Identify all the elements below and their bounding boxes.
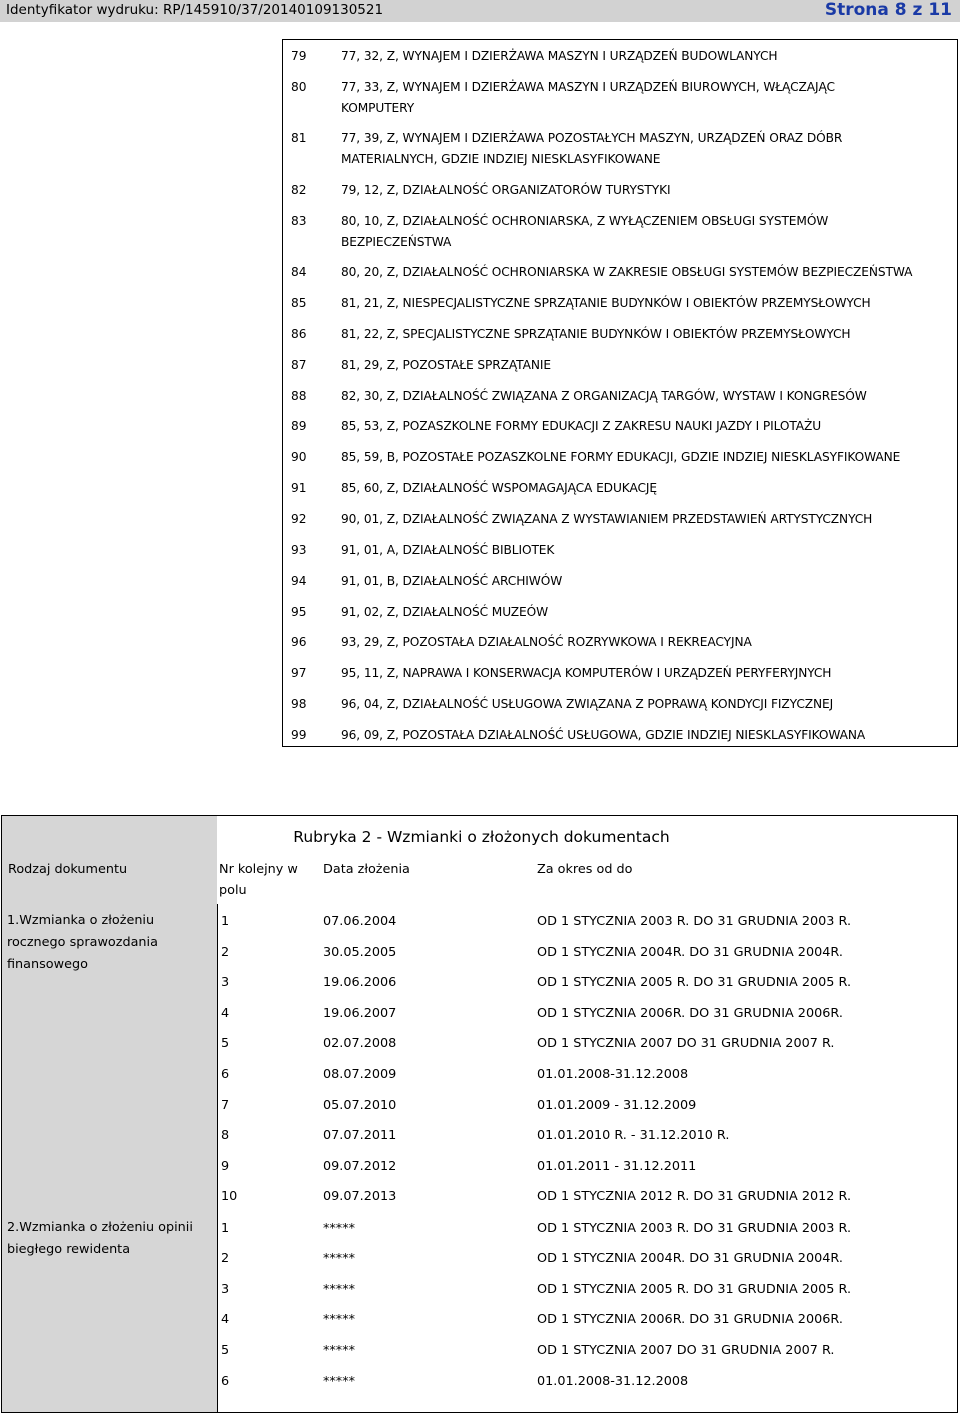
pkd-row-number: 81 — [291, 131, 307, 146]
reporting-period: OD 1 STYCZNIA 2003 R. DO 31 GRUDNIA 2003 R. — [537, 914, 852, 929]
pkd-row-number: 98 — [291, 697, 307, 712]
pkd-row-description — [341, 478, 955, 499]
header-period: Za okres od do — [537, 862, 633, 877]
pkd-row-number: 89 — [291, 419, 307, 434]
entry-number: 6 — [221, 1373, 230, 1389]
pkd-row-number: 82 — [291, 182, 307, 197]
pkd-row-description-line: 85, 59, B, POZOSTAŁE POZASZKOLNE FORMY EDUKACJI, GDZIE INDZIEJ NIESKLASYFIKOWANE — [341, 450, 901, 465]
pkd-row-description-line: 91, 01, B, DZIAŁALNOŚĆ ARCHIWÓW — [341, 573, 563, 588]
pkd-row-description — [341, 293, 955, 314]
pkd-row-number: 97 — [291, 666, 307, 681]
filing-date: ***** — [323, 1373, 355, 1389]
pkd-row-number: 80 — [291, 79, 307, 94]
pkd-row-description — [341, 324, 955, 345]
pkd-row-number: 79 — [291, 49, 307, 63]
pkd-row-description-line: 85, 60, Z, DZIAŁALNOŚĆ WSPOMAGAJĄCA EDUKACJĘ — [341, 481, 657, 496]
pkd-row-number: 93 — [291, 542, 307, 557]
document-type-label — [7, 1217, 193, 1261]
filing-date: 05.07.2010 — [323, 1097, 397, 1113]
pkd-row-description-line: 91, 02, Z, DZIAŁALNOŚĆ MUZEÓW — [341, 604, 549, 619]
pkd-row-number: 87 — [291, 357, 307, 372]
pkd-row-description-line: 77, 32, Z, WYNAJEM I DZIERŻAWA MASZYN I URZĄDZEŃ BUDOWLANYCH — [341, 49, 778, 63]
pkd-row-description — [341, 694, 955, 715]
document-type-label-line: 2.Wzmianka o złożeniu opinii — [7, 1219, 193, 1235]
pkd-row-description-line: 80, 10, Z, DZIAŁALNOŚĆ OCHRONIARSKA, Z WYŁĄCZENIEM OBSŁUGI SYSTEMÓW — [341, 213, 829, 228]
pkd-row-number: 83 — [291, 213, 307, 228]
document-type-label-line: biegłego rewidenta — [7, 1241, 131, 1257]
filing-date: 19.06.2007 — [323, 1005, 397, 1021]
document-type-column — [2, 816, 217, 1412]
pkd-row-description-line: 91, 01, A, DZIAŁALNOŚĆ BIBLIOTEK — [341, 542, 555, 557]
filing-date: 19.06.2006 — [323, 975, 397, 991]
reporting-period: OD 1 STYCZNIA 2004R. DO 31 GRUDNIA 2004R. — [537, 1251, 843, 1267]
pkd-row-description-line: 77, 39, Z, WYNAJEM I DZIERŻAWA POZOSTAŁYCH MASZYN, URZĄDZEŃ ORAZ DÓBR — [341, 131, 843, 146]
entry-number: 8 — [221, 1128, 230, 1144]
reporting-period: 01.01.2008-31.12.2008 — [537, 1067, 689, 1082]
entry-number: 2 — [221, 1251, 230, 1267]
column-divider — [217, 904, 218, 1412]
pkd-row-description-line: 80, 20, Z, DZIAŁALNOŚĆ OCHRONIARSKA W ZAKRESIE OBSŁUGI SYSTEMÓW BEZPIECZEŃSTWA — [341, 265, 913, 280]
reporting-period: 01.01.2011 - 31.12.2011 — [537, 1158, 697, 1174]
pkd-row-description — [341, 355, 955, 376]
filing-date: ***** — [323, 1220, 355, 1236]
pkd-row-description-line: 81, 21, Z, NIESPECJALISTYCZNE SPRZĄTANIE BUDYNKÓW I OBIEKTÓW PRZEMYSŁOWYCH — [341, 296, 871, 311]
pkd-row-description-line: 81, 29, Z, POZOSTAŁE SPRZĄTANIE — [341, 357, 551, 372]
pkd-row-number: 91 — [291, 481, 307, 496]
pkd-row-description — [341, 725, 955, 746]
document-type-label — [7, 910, 158, 976]
reporting-period: 01.01.2010 R. - 31.12.2010 R. — [537, 1128, 730, 1144]
header-document-type: Rodzaj dokumentu — [8, 862, 128, 877]
pkd-row-number: 94 — [291, 573, 307, 588]
pkd-row-description — [341, 46, 955, 67]
reporting-period: OD 1 STYCZNIA 2003 R. DO 31 GRUDNIA 2003 R. — [537, 1220, 852, 1236]
pkd-row-number: 88 — [291, 388, 307, 403]
pkd-row-description — [341, 77, 955, 119]
filing-date: 07.06.2004 — [323, 914, 397, 929]
pkd-row-description-line: 79, 12, Z, DZIAŁALNOŚĆ ORGANIZATORÓW TURYSTYKI — [341, 182, 671, 197]
filing-date: 08.07.2009 — [323, 1067, 397, 1082]
print-identifier: Identyfikator wydruku: RP/145910/37/20140109130521 — [6, 2, 384, 18]
header-entry-number: Nr kolejny w polu — [219, 862, 298, 898]
filing-date: 30.05.2005 — [323, 944, 397, 960]
pkd-row-description — [341, 386, 955, 407]
reporting-period: OD 1 STYCZNIA 2007 DO 31 GRUDNIA 2007 R. — [537, 1342, 835, 1358]
pkd-row-description-line: MATERIALNYCH, GDZIE INDZIEJ NIESKLASYFIKOWANE — [341, 152, 661, 167]
document-type-label-line: 1.Wzmianka o złożeniu — [7, 913, 155, 928]
pkd-row-number: 86 — [291, 326, 307, 341]
pkd-row-description — [341, 416, 955, 437]
pkd-row-description-line: 93, 29, Z, POZOSTAŁA DZIAŁALNOŚĆ ROZRYWKOWA I REKREACYJNA — [341, 635, 752, 650]
print-header — [0, 0, 960, 22]
reporting-period: OD 1 STYCZNIA 2005 R. DO 31 GRUDNIA 2005 R. — [537, 1281, 852, 1297]
filing-date: 02.07.2008 — [323, 1036, 397, 1052]
rubryka-2-table — [1, 815, 958, 1413]
pkd-row-description-line: 77, 33, Z, WYNAJEM I DZIERŻAWA MASZYN I URZĄDZEŃ BIUROWYCH, WŁĄCZAJĄC — [341, 79, 835, 94]
reporting-period: OD 1 STYCZNIA 2006R. DO 31 GRUDNIA 2006R. — [537, 1005, 843, 1021]
pkd-row-description — [341, 211, 955, 253]
entry-number: 6 — [221, 1067, 230, 1082]
document-type-label-line: finansowego — [7, 957, 88, 972]
pkd-row-description-line: 96, 04, Z, DZIAŁALNOŚĆ USŁUGOWA ZWIĄZANA Z POPRAWĄ KONDYCJI FIZYCZNEJ — [341, 697, 834, 712]
pkd-row-number: 96 — [291, 635, 307, 650]
entry-number: 3 — [221, 1281, 230, 1297]
pkd-row-description-line: 95, 11, Z, NAPRAWA I KONSERWACJA KOMPUTERÓW I URZĄDZEŃ PERYFERYJNYCH — [341, 666, 832, 681]
document-type-label-line: rocznego sprawozdania — [7, 935, 158, 950]
pkd-row-number: 84 — [291, 265, 307, 280]
entry-number: 10 — [221, 1189, 238, 1205]
filing-date: ***** — [323, 1342, 355, 1358]
entry-number: 7 — [221, 1097, 230, 1113]
reporting-period: OD 1 STYCZNIA 2012 R. DO 31 GRUDNIA 2012 R. — [537, 1189, 852, 1205]
pkd-row-description — [341, 602, 955, 623]
pkd-row-description — [341, 509, 955, 530]
pkd-row-description — [341, 632, 955, 653]
pkd-row-description-line: KOMPUTERY — [341, 100, 415, 115]
pkd-row-description-line: BEZPIECZEŃSTWA — [341, 234, 452, 249]
entry-number: 1 — [221, 914, 230, 929]
pkd-row-number: 85 — [291, 296, 307, 311]
pkd-row-description-line: 96, 09, Z, POZOSTAŁA DZIAŁALNOŚĆ USŁUGOWA, GDZIE INDZIEJ NIESKLASYFIKOWANA — [341, 727, 866, 742]
entry-number: 5 — [221, 1036, 230, 1052]
page-number: Strona 8 z 11 — [824, 0, 952, 20]
reporting-period: OD 1 STYCZNIA 2004R. DO 31 GRUDNIA 2004R. — [537, 944, 843, 960]
reporting-period: 01.01.2009 - 31.12.2009 — [537, 1097, 697, 1113]
pkd-row-number: 92 — [291, 512, 307, 526]
pkd-row-description — [341, 663, 955, 684]
reporting-period: 01.01.2008-31.12.2008 — [537, 1373, 689, 1389]
pkd-row-description-line: 81, 22, Z, SPECJALISTYCZNE SPRZĄTANIE BUDYNKÓW I OBIEKTÓW PRZEMYSŁOWYCH — [341, 326, 851, 341]
entry-number: 3 — [221, 975, 230, 991]
pkd-row-description — [341, 447, 955, 468]
filing-date: 09.07.2012 — [323, 1158, 397, 1174]
pkd-row-number: 99 — [291, 727, 307, 742]
entry-number: 5 — [221, 1342, 230, 1358]
header-filing-date: Data złożenia — [323, 862, 410, 877]
pkd-row-description — [341, 128, 955, 170]
rubryka-title: Rubryka 2 - Wzmianki o złożonych dokumentach — [293, 828, 670, 846]
pkd-row-description — [341, 262, 955, 283]
pkd-row-description — [341, 540, 955, 561]
filing-date: ***** — [323, 1312, 355, 1328]
pkd-row-number: 90 — [291, 450, 307, 465]
pkd-row-description — [341, 180, 955, 201]
reporting-period: OD 1 STYCZNIA 2005 R. DO 31 GRUDNIA 2005 R. — [537, 975, 852, 991]
entry-number: 4 — [221, 1312, 230, 1328]
entry-number: 2 — [221, 944, 230, 960]
pkd-row-number: 95 — [291, 604, 307, 619]
filing-date: ***** — [323, 1281, 355, 1297]
pkd-row-description — [341, 571, 955, 592]
pkd-row-description-line: 85, 53, Z, POZASZKOLNE FORMY EDUKACJI Z ZAKRESU NAUKI JAZDY I PILOTAŻU — [341, 419, 822, 434]
reporting-period: OD 1 STYCZNIA 2006R. DO 31 GRUDNIA 2006R. — [537, 1312, 843, 1328]
filing-date: 07.07.2011 — [323, 1128, 397, 1144]
filing-date: ***** — [323, 1251, 355, 1267]
reporting-period: OD 1 STYCZNIA 2007 DO 31 GRUDNIA 2007 R. — [537, 1036, 835, 1052]
pkd-row-description-line: 82, 30, Z, DZIAŁALNOŚĆ ZWIĄZANA Z ORGANIZACJĄ TARGÓW, WYSTAW I KONGRESÓW — [341, 388, 867, 403]
entry-number: 4 — [221, 1005, 230, 1021]
entry-number: 9 — [221, 1158, 230, 1174]
pkd-row-description-line: 90, 01, Z, DZIAŁALNOŚĆ ZWIĄZANA Z WYSTAWIANIEM PRZEDSTAWIEŃ ARTYSTYCZNYCH — [341, 512, 873, 526]
pkd-activity-table — [282, 39, 958, 747]
entry-number: 1 — [221, 1220, 230, 1236]
filing-date: 09.07.2013 — [323, 1189, 397, 1205]
